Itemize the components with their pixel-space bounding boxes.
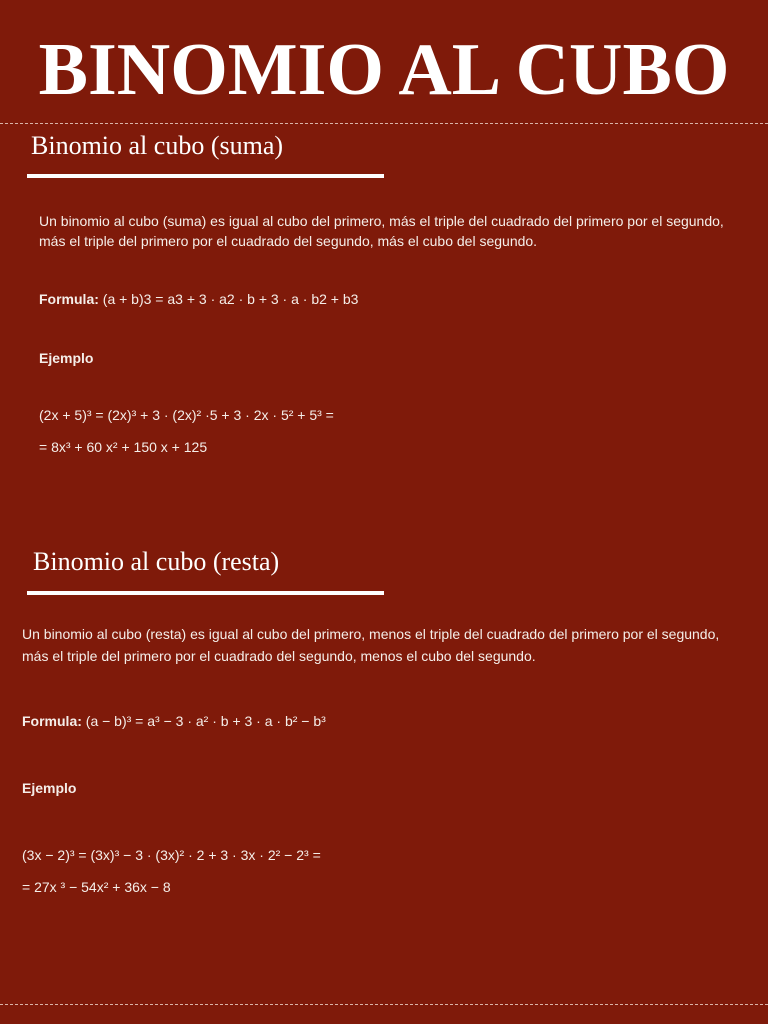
sum-example-line-1: (2x + 5)³ = (2x)³ + 3 · (2x)² ·5 + 3 · 2x · 5² + 5³ = bbox=[39, 407, 334, 423]
diff-description: Un binomio al cubo (resta) es igual al cubo del primero, menos el triple del cuadrado del primero por el segundo, más el triple del primero por el cuadrado del segundo, menos el cubo del segundo. bbox=[22, 626, 720, 664]
diff-example-label: Ejemplo bbox=[22, 780, 77, 796]
page-title: BINOMIO AL CUBO bbox=[38, 29, 730, 111]
sum-section-heading: Binomio al cubo (suma) bbox=[31, 131, 284, 160]
sum-heading-underline bbox=[27, 174, 384, 178]
sum-example-label: Ejemplo bbox=[39, 350, 94, 366]
diff-formula bbox=[22, 711, 326, 731]
sum-formula bbox=[39, 289, 358, 309]
diff-formula-text: (a − b)³ = a³ − 3 · a² · b + 3 · a · b² − b³ bbox=[81, 713, 326, 729]
diff-formula-label: Formula: bbox=[22, 713, 82, 729]
top-divider bbox=[0, 123, 768, 124]
diff-section-heading: Binomio al cubo (resta) bbox=[33, 547, 280, 576]
diff-heading-underline bbox=[27, 591, 384, 595]
sum-formula-text: (a + b)3 = a3 + 3 · a2 · b + 3 · a · b2 + b3 bbox=[98, 291, 359, 307]
diff-example-line-2: = 27x ³ − 54x² + 36x − 8 bbox=[22, 879, 171, 895]
diff-example-line-1: (3x − 2)³ = (3x)³ − 3 · (3x)² · 2 + 3 · 3x · 2² − 2³ = bbox=[22, 847, 321, 863]
sum-example-line-2: = 8x³ + 60 x² + 150 x + 125 bbox=[39, 439, 208, 455]
sum-description: Un binomio al cubo (suma) es igual al cubo del primero, más el triple del cuadrado del primero por el segundo, más el triple del primero por el cuadrado del segundo, más el cubo del segundo. bbox=[39, 213, 724, 249]
bottom-divider bbox=[0, 1004, 768, 1005]
sum-formula-label: Formula: bbox=[39, 291, 99, 307]
